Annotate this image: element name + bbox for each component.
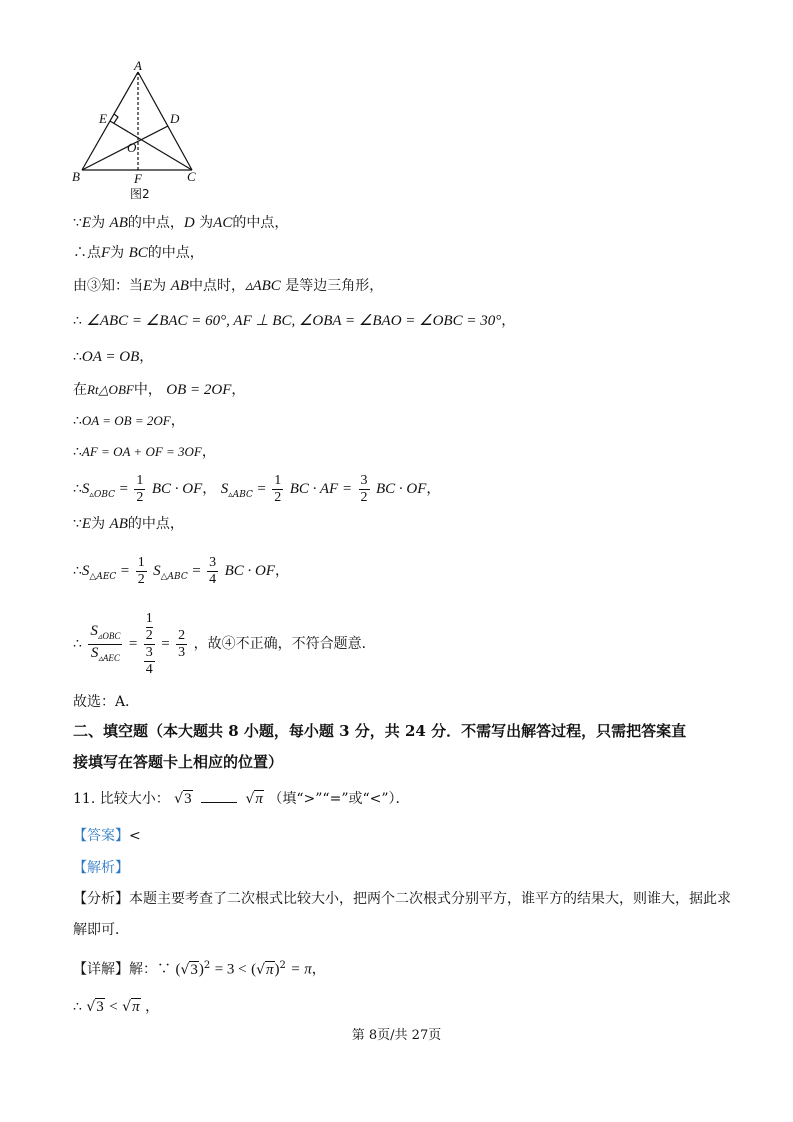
fenxi-line-2: 解即可． (73, 922, 129, 938)
label-b: B (72, 169, 80, 184)
section-heading-line-2: 接填写在答题卡上相应的位置） (73, 753, 284, 771)
proof-line-9: $\therefore S_{▵OBC}$ = $\frac{1}{2}$ BC · OF， $S_{▵ABC}$ = $\frac{1}{2}$ BC · AF = $\frac{3}{2}$ BC · OF， (73, 472, 441, 505)
question-11: 11. 比较大小： √3 √π （填“>”“=”或“<”）． (73, 791, 410, 807)
label-o: O (127, 140, 137, 155)
answer-choice-line: 故选：A． (73, 694, 140, 710)
compound-fraction: 1 2 3 4 (145, 610, 153, 677)
triangle-figure (70, 60, 210, 210)
proof-line-5: ∴OA = OB， (73, 349, 154, 365)
page-footer: 第 8页/共 27页 (351, 1028, 442, 1043)
fraction-2-3: $\frac{2}{3}$ (178, 627, 186, 660)
detail-line: 【详解】解：∵ $(√3)^2 = 3 < (√\pi)^2 = \pi$， (73, 960, 326, 978)
proof-line-4: ∴ ∠ABC = ∠BAC = 60°, AF ⊥ BC, ∠OBA = ∠BAO = ∠OBC = 30°， (73, 313, 516, 329)
fraction-1-2b: $\frac{1}{2}$ (274, 472, 282, 505)
label-e: E (99, 111, 107, 126)
proof-line-2: ∴点F为 BC的中点， (73, 245, 204, 261)
side-ac (138, 72, 192, 170)
label-a: A (134, 60, 142, 73)
analysis-tag: 【解析】 (73, 860, 129, 876)
proof-line-1: ∵E为 AB的中点，D 为AC的中点， (73, 215, 289, 231)
fraction-1-2c: $\frac{1}{2}$ (137, 554, 145, 587)
proof-line-8: ∴AF = OA + OF = 3OF， (73, 444, 216, 460)
ratio-s-obc-s-aec: $\frac{S_{▵OBC}}{S_{▵AEC}}$ (90, 622, 121, 663)
answer-blank (201, 790, 237, 803)
section-heading-line-1: 二、填空题（本大题共 8 小题，每小题 3 分，共 24 分．不需写出解答过程，只需把答案直 (73, 722, 687, 740)
conclusion-line: ∴ √3 < √π ， (73, 999, 160, 1015)
fenxi-line-1: 【分析】本题主要考查了二次根式比较大小，把两个二次根式分别平方，谁平方的结果大，则谁大，据此求 (73, 891, 731, 907)
proof-line-12: ∴ $\frac{S_{▵OBC}}{S_{▵AEC}}$ = 1 2 3 4 = $\frac{2}{3}$ ，故④不正确，不符合题意． (73, 610, 376, 677)
proof-line-11: $\therefore S_{\triangle AEC}$ = $\frac{1}{2}$ $S_{\triangle ABC}$ = $\frac{3}{4}$ BC · OF， (73, 554, 289, 587)
proof-line-6: 在Rt△OBF中， OB = 2OF， (73, 382, 246, 398)
proof-line-7: ∴OA = OB = 2OF， (73, 413, 185, 429)
sqrt-3: √3 (174, 791, 192, 807)
fraction-3-2: $\frac{3}{2}$ (360, 472, 368, 505)
answer-tag: 【答案】 (73, 828, 129, 844)
answer-line: 【答案】< (73, 828, 141, 844)
proof-line-3: 由③知：当E为 AB中点时，▵ABC 是等边三角形， (73, 278, 384, 294)
right-angle-mark (114, 114, 118, 123)
fraction-1-2: $\frac{1}{2}$ (136, 472, 144, 505)
segment-ce (110, 121, 192, 170)
fraction-3-4: $\frac{3}{4}$ (209, 554, 217, 587)
label-d: D (170, 111, 180, 126)
label-f: F (134, 171, 142, 186)
label-c: C (187, 169, 196, 184)
sqrt-pi: √π (245, 791, 263, 807)
figure-caption: 图2 (130, 187, 150, 201)
proof-line-10: ∵E为 AB的中点， (73, 516, 184, 532)
